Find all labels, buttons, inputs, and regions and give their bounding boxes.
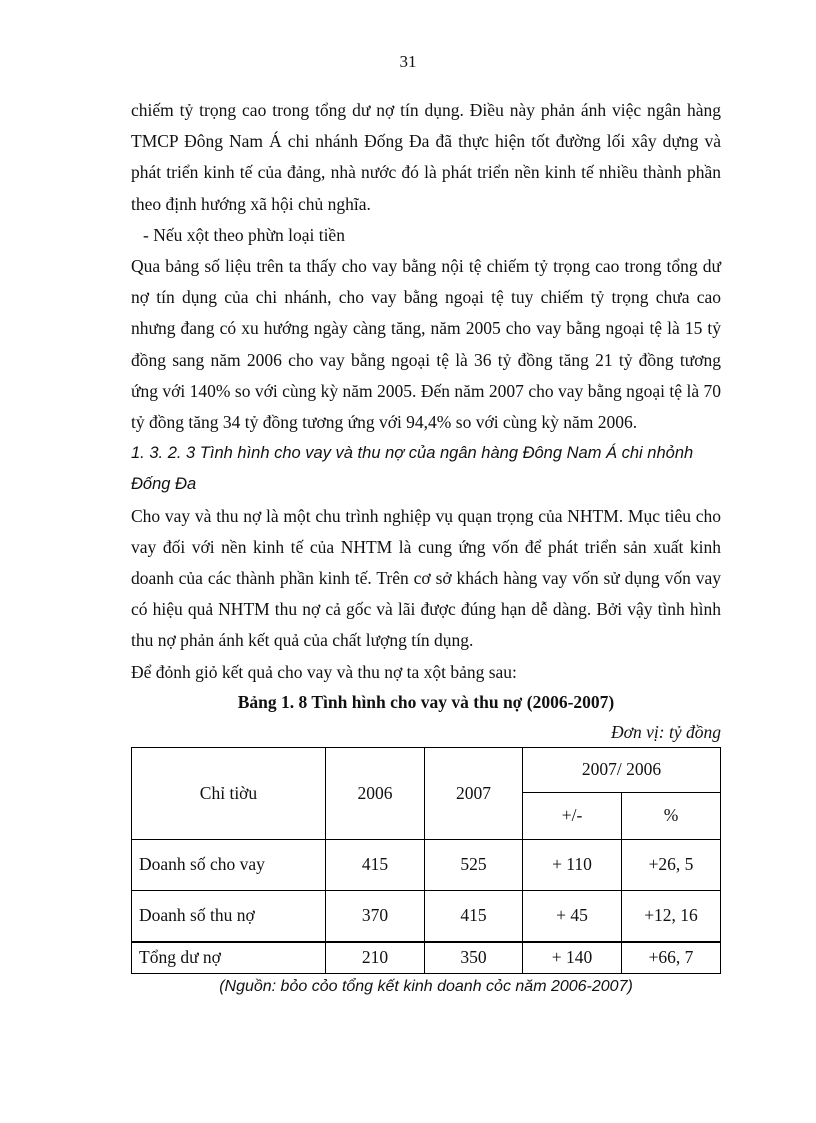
row-2006: 210 — [326, 942, 425, 974]
row-diff: + 110 — [523, 839, 622, 890]
paragraph-continuation: chiếm tỷ trọng cao trong tổng dư nợ tín dụng. Điều này phản ánh việc ngân hàng TMCP Đông Nam Á chi nhánh Đống Đa đã thực hiện tốt đường lối xây dựng và phát triển kinh tế của đảng, nhà nước đó là phát triển nền kinh tế nhiều thành phần theo định hướng xã hội chủ nghĩa. — [131, 100, 721, 214]
header-pct: % — [622, 792, 721, 839]
bullet-currency-classification: - Nếu xột theo phừn loại tiền — [143, 224, 345, 245]
header-indicator: Chỉ tiờu — [132, 747, 326, 839]
row-diff: + 45 — [523, 890, 622, 942]
row-diff: + 140 — [523, 942, 622, 974]
paragraph-table-intro: Để đỏnh giỏ kết quả cho vay và thu nợ ta xột bảng sau: — [131, 661, 517, 682]
table-caption: Bảng 1. 8 Tình hình cho vay và thu nợ (2006-2007) — [237, 691, 615, 712]
row-pct: +66, 7 — [622, 942, 721, 974]
row-label: Doanh số cho vay — [132, 839, 326, 890]
table-row — [132, 839, 721, 890]
table-row — [132, 890, 721, 942]
header-diff: +/- — [523, 792, 622, 839]
row-label: Tổng dư nợ — [132, 942, 326, 974]
row-2006: 415 — [326, 839, 425, 890]
paragraph-currency-analysis: Qua bảng số liệu trên ta thấy cho vay bằng nội tệ chiếm tỷ trọng cao trong tổng dư nợ tín dụng của chi nhánh, cho vay bằng ngoại tệ tuy chiếm tỷ trọng chưa cao nhưng đang có xu hướng ngày càng tăng, năm 2005 cho vay bằng ngoại tệ là 15 tỷ đồng sang năm 2006 cho vay bằng ngoại tệ là 36 tỷ đồng tăng 21 tỷ đồng tương ứng với 140% so với cùng kỳ năm 2005. Đến năm 2007 cho vay bằng ngoại tệ là 70 tỷ đồng tăng 34 tỷ đồng tương ứng với 94,4% so với cùng kỳ năm 2006. — [131, 256, 721, 433]
row-label: Doanh số thu nợ — [132, 890, 326, 942]
row-2007: 525 — [425, 839, 523, 890]
table-row — [132, 942, 721, 974]
table-header-row — [132, 747, 721, 792]
paragraph-lending-collection: Cho vay và thu nợ là một chu trình nghiệp vụ quạn trọng của NHTM. Mục tiêu cho vay đối với nền kinh tế của NHTM là cung ứng vốn để phát triển sản xuất kinh doanh của các thành phần kinh tế. Trên cơ sở khách hàng vay vốn sử dụng vốn vay có hiệu quả NHTM thu nợ cả gốc và lãi được đúng hạn dễ dàng. Bởi vậy tình hình thu nợ phản ánh kết quả của chất lượng tín dụng. — [131, 505, 721, 651]
header-compare: 2007/ 2006 — [523, 747, 721, 792]
row-pct: +12, 16 — [622, 890, 721, 942]
row-2007: 350 — [425, 942, 523, 974]
row-2006: 370 — [326, 890, 425, 942]
header-2007: 2007 — [425, 747, 523, 839]
page-body — [131, 95, 721, 1000]
table-unit: Đơn vị: tỷ đồng — [611, 721, 721, 742]
table-source: (Nguồn: bỏo cỏo tổng kết kinh doanh cỏc năm 2006-2007) — [219, 977, 633, 995]
row-2007: 415 — [425, 890, 523, 942]
row-pct: +26, 5 — [622, 839, 721, 890]
page-number: 31 — [399, 52, 417, 71]
section-heading: 1. 3. 2. 3 Tình hình cho vay và thu nợ của ngân hàng Đông Nam Á chi nhỏnh Đống Đa — [131, 444, 694, 494]
lending-table — [131, 747, 721, 974]
header-2006: 2006 — [326, 747, 425, 839]
